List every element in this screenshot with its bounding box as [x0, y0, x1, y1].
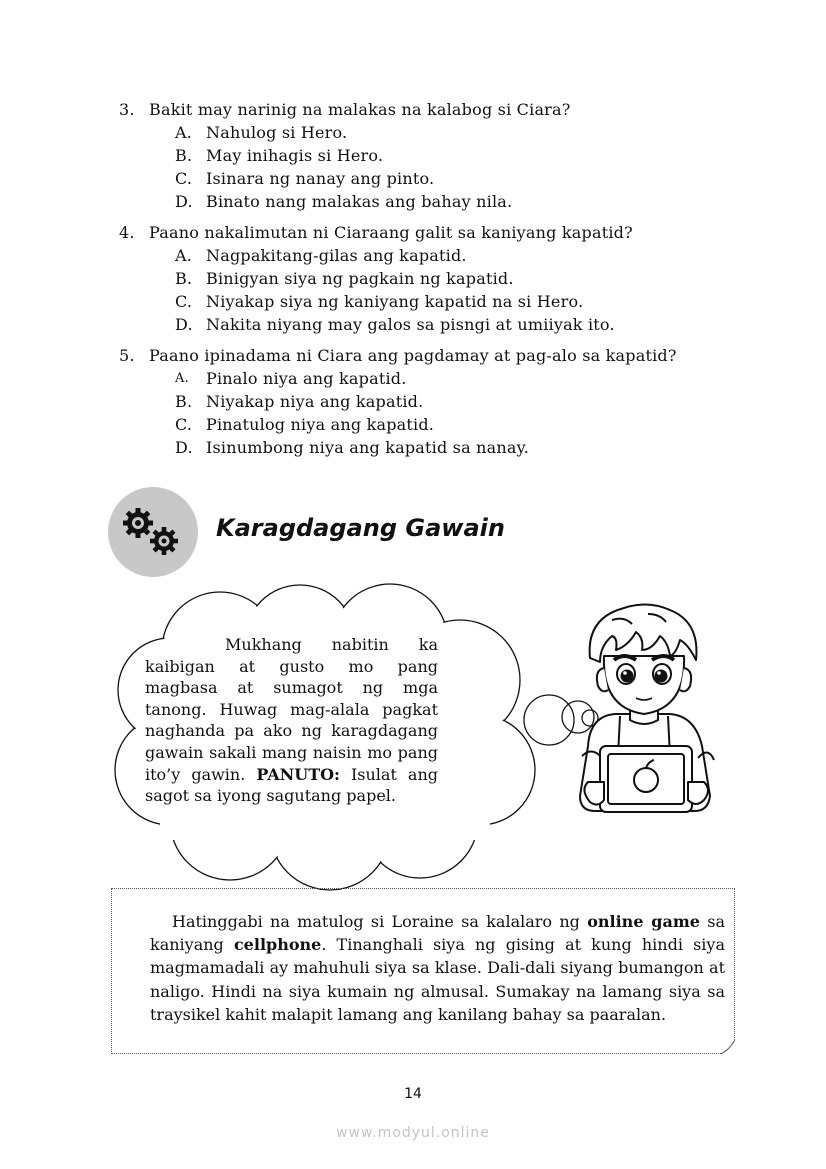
- option-d: D. Isinumbong niya ang kapatid sa nanay.: [175, 438, 530, 457]
- page-curl-icon: [721, 1040, 735, 1054]
- option-c: C. Niyakap siya ng kaniyang kapatid na si Hero.: [175, 292, 584, 311]
- question-4: [119, 221, 759, 336]
- page-number: 14: [404, 1086, 422, 1102]
- option-a: A. Nagpakitang-gilas ang kapatid.: [175, 246, 467, 265]
- question-number: 4.: [119, 223, 135, 242]
- question-text: Paano ipinadama ni Ciara ang pagdamay at pag-alo sa kapatid?: [149, 346, 677, 365]
- watermark: www.modyul.online: [336, 1125, 490, 1141]
- option-c: C. Pinatulog niya ang kapatid.: [175, 415, 435, 434]
- option-a: A. Pinalo niya ang kapatid.: [175, 369, 407, 388]
- option-b: B. May inihagis si Hero.: [175, 146, 384, 165]
- option-d: D. Nakita niyang may galos sa pisngi at umiiyak ito.: [175, 315, 615, 334]
- option-b: B. Niyakap niya ang kapatid.: [175, 392, 424, 411]
- instruction-label: PANUTO:: [256, 764, 340, 784]
- option-b: B. Binigyan siya ng pagkain ng kapatid.: [175, 269, 514, 288]
- cloud-message: Mukhang nabitin ka kaibigan at gusto mo pang magbasa at sumagot ng mga tanong. Huwag mag-alala pagkat naghanda pa ako ng karagdagang gawain sakali mang naisin mo pang ito’y gawin. PANUTO: Isulat ang sagot sa iyong sagutang papel.: [145, 635, 438, 806]
- option-a: A. Nahulog si Hero.: [175, 123, 348, 142]
- question-text: Paano nakalimutan ni Ciaraang galit sa kaniyang kapatid?: [149, 223, 633, 242]
- option-c: C. Isinara ng nanay ang pinto.: [175, 169, 435, 188]
- section-title: Karagdagang Gawain: [216, 514, 505, 542]
- question-number: 3.: [119, 100, 135, 119]
- question-number: 5.: [119, 346, 135, 365]
- gears-icon: [108, 487, 198, 577]
- boy-illustration: [520, 596, 750, 836]
- story-text: Hatinggabi na matulog si Loraine sa kalalaro ng online game sa kaniyang cellphone. Tinanghali siya ng gising at kung hindi siya magmamadali ay mahuhuli siya sa klase. Dali-dali siyang bumangon at naligo. Hindi na siya kumain ng almusal. Sumakay na lamang siya sa traysikel kahit malapit lamang ang kanilang bahay sa paaralan.: [150, 912, 726, 1024]
- option-d: D. Binato nang malakas ang bahay nila.: [175, 192, 513, 211]
- question-text: Bakit may narinig na malakas na kalabog si Ciara?: [149, 100, 571, 119]
- question-5: [119, 344, 759, 459]
- question-3: [119, 98, 759, 213]
